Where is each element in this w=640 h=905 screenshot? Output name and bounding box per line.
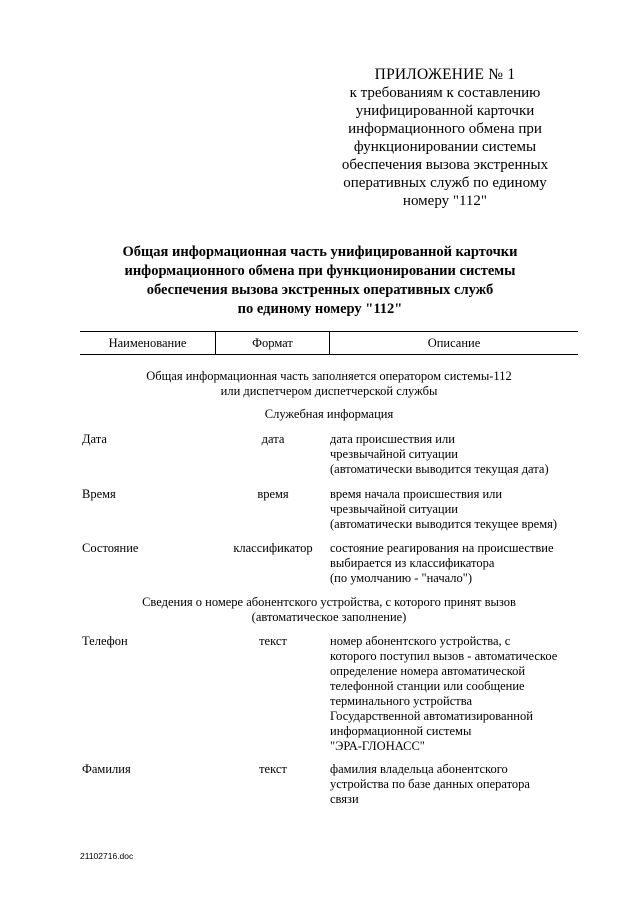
section-line: Служебная информация	[264, 407, 394, 421]
appendix-line: к требованиям к составлению	[349, 85, 541, 101]
row-format: время	[257, 487, 289, 501]
description-line: чрезвычайной ситуации	[330, 447, 458, 461]
description-line: чрезвычайной ситуации	[330, 502, 458, 516]
row-format: текст	[259, 762, 287, 776]
description-line: (автоматически выводится текущее время)	[330, 517, 558, 531]
header-description: Описание	[427, 335, 481, 350]
section-line: (автоматическое заполнение)	[251, 610, 407, 624]
section-line: Общая информационная часть заполняется оператором системы-112	[146, 369, 512, 383]
appendix-line: номеру "112"	[402, 193, 488, 209]
title-line: информационного обмена при функционировании системы	[124, 263, 516, 279]
description-line: (автоматически выводится текущая дата)	[330, 462, 549, 476]
row-format: классификатор	[233, 541, 313, 555]
description-line: терминального устройства	[330, 694, 472, 708]
description-line: выбирается из классификатора	[330, 556, 495, 570]
section-line: Сведения о номере абонентского устройства, с которого принят вызов	[142, 595, 516, 609]
appendix-line: функционировании системы	[353, 139, 537, 155]
description-line: "ЭРА-ГЛОНАСС"	[330, 739, 425, 753]
description-line: которого поступил вызов - автоматическое	[330, 649, 558, 663]
row-format: текст	[259, 634, 287, 648]
description-line: фамилия владельца абонентского	[330, 762, 508, 776]
header-format: Формат	[216, 332, 330, 354]
appendix-line: информационного обмена при	[348, 121, 542, 137]
description-line: время начала происшествия или	[330, 487, 503, 501]
row-description	[330, 432, 580, 477]
description-line: (по умолчанию - "начало")	[330, 571, 473, 585]
document-file-id: 21102716.doc	[80, 851, 134, 861]
row-description	[330, 762, 580, 807]
row-description	[330, 541, 580, 586]
row-description	[330, 487, 580, 532]
description-line: определение номера автоматической	[330, 664, 526, 678]
section-subscriber	[80, 595, 578, 625]
description-line: состояние реагирования на происшествие	[330, 541, 554, 555]
appendix-line: унифицированной карточки	[355, 103, 535, 119]
title-line: Общая информационная часть унифицированной карточки	[122, 244, 518, 260]
appendix-line: оперативных служб по единому	[343, 175, 547, 191]
description-line: номер абонентского устройства, с	[330, 634, 511, 648]
section-service	[80, 407, 578, 422]
title-line: по единому номеру "112"	[237, 301, 403, 317]
description-line: информационной системы	[330, 724, 472, 738]
row-name: Фамилия	[82, 762, 131, 776]
document-title	[100, 243, 540, 319]
header-name: Наименование	[80, 332, 216, 354]
description-line: Государственной автоматизированной	[330, 709, 533, 723]
description-line: телефонной станции или сообщение	[330, 679, 525, 693]
row-format: дата	[261, 432, 285, 446]
row-name: Телефон	[82, 634, 128, 648]
description-line: связи	[330, 792, 359, 806]
description-line: дата происшествия или	[330, 432, 455, 446]
row-description	[330, 634, 580, 754]
appendix-header	[330, 66, 560, 210]
appendix-heading: ПРИЛОЖЕНИЕ № 1	[374, 66, 516, 83]
description-line: устройства по базе данных оператора	[330, 777, 530, 791]
table-header	[80, 331, 578, 355]
section-line: или диспетчером диспетчерской службы	[220, 384, 438, 398]
section-intro	[80, 369, 578, 399]
title-line: обеспечения вызова экстренных оперативных служб	[146, 282, 494, 298]
row-name: Состояние	[82, 541, 139, 555]
row-name: Дата	[82, 432, 107, 446]
appendix-line: обеспечения вызова экстренных	[341, 157, 549, 173]
row-name: Время	[82, 487, 116, 501]
